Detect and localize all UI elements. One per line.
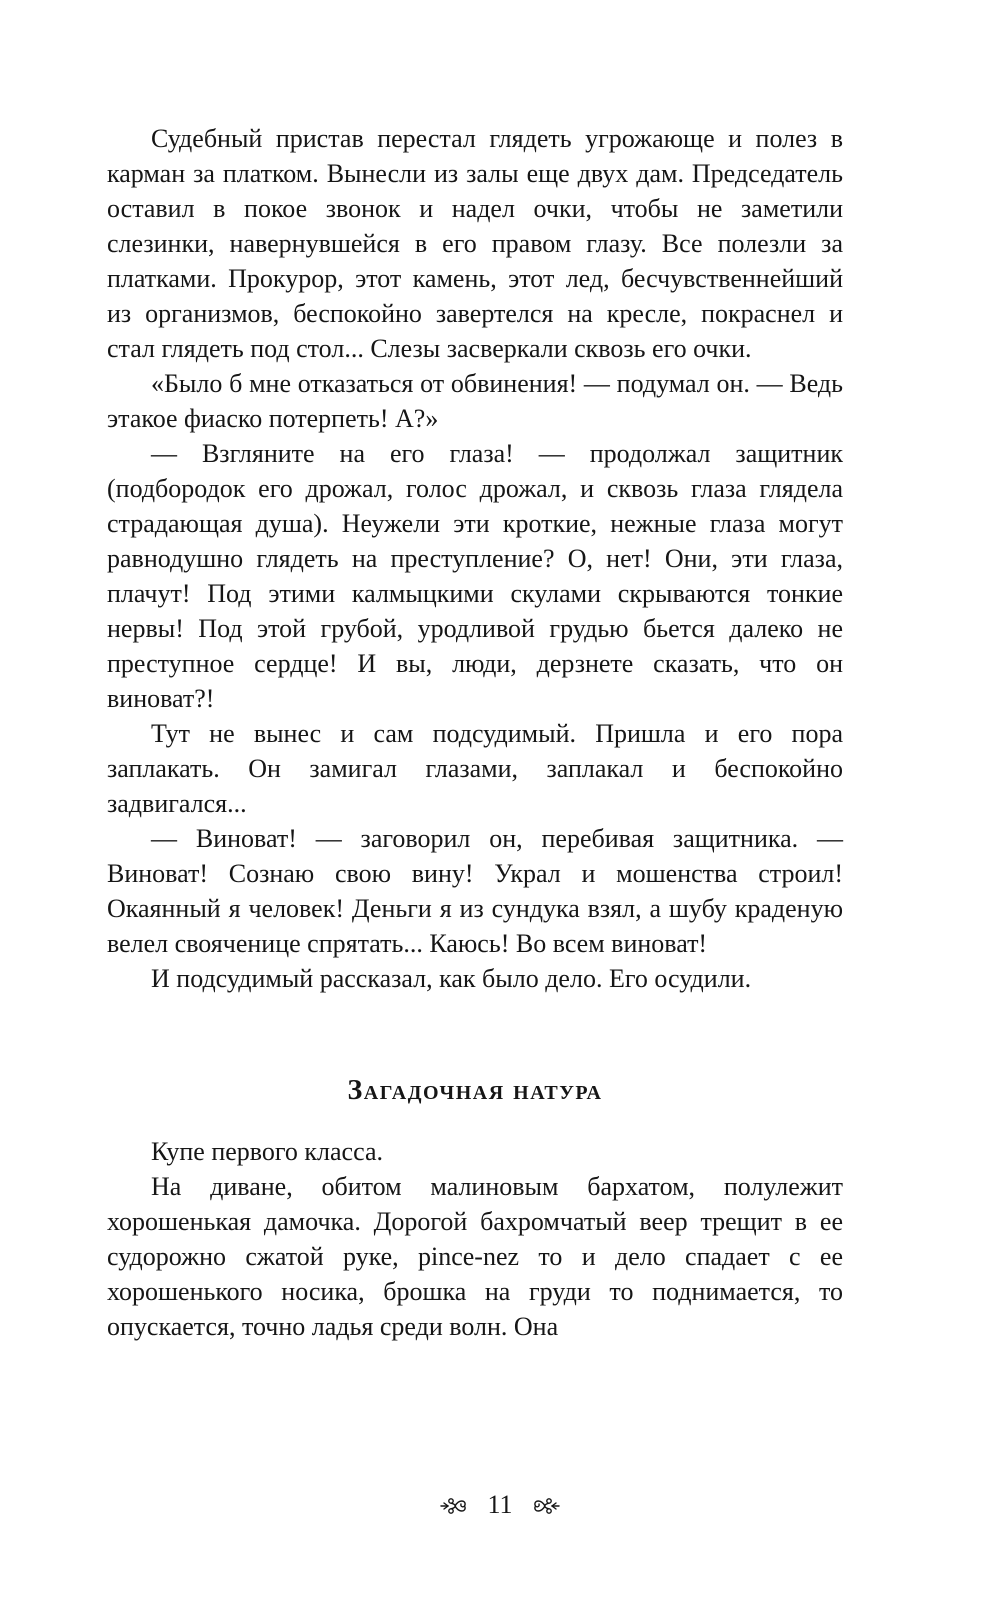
paragraph: «Было б мне отказаться от обвинения! — подумал он. — Ведь этакое фиаско потерпеть! А?» [107, 369, 843, 433]
book-page [107, 121, 843, 1344]
floral-ornament-icon [531, 1494, 561, 1516]
section-gap [107, 996, 843, 1073]
paragraph: Купе первого класса. [151, 1137, 383, 1166]
heading-spacer [107, 1108, 843, 1134]
page-footer [0, 1492, 1000, 1518]
story-heading: Загадочная натура [347, 1075, 603, 1106]
page-number: 11 [487, 1490, 513, 1519]
paragraph: Тут не вынес и сам подсудимый. Пришла и его пора заплакать. Он замигал глазами, заплакал и беспокойно задвигался... [107, 719, 843, 818]
paragraph: Судебный пристав перестал глядеть угрожающе и полез в карман за платком. Вынесли из залы еще двух дам. Председатель оставил в покое звонок и надел очки, чтобы не заметили слезинки, навернувшейся в его правом глазу. Все полезли за платками. Прокурор, этот камень, этот лед, бесчувственнейший из организмов, беспокойно завертелся на кресле, покраснел и стал глядеть под стол... Слезы засверкали сквозь его очки. [107, 124, 843, 363]
floral-ornament-icon [439, 1494, 469, 1516]
paragraph: На диване, обитом малиновым бархатом, полулежит хорошенькая дамочка. Дорогой бахромчатый веер трещит в ее судорожно сжатой руке, pince-nez то и дело спадает с ее хорошенького носика, брошка на груди то поднимается, то опускается, точно ладья среди волн. Она [107, 1172, 843, 1341]
paragraph: — Виноват! — заговорил он, перебивая защитника. — Виноват! Сознаю свою вину! Украл и мошенства строил! Окаянный я человек! Деньги я из сундука взял, а шубу краденую велел свояченице спрятать... Каюсь! Во всем виноват! [107, 824, 843, 958]
paragraph: И подсудимый рассказал, как было дело. Его осудили. [151, 964, 752, 993]
paragraph: — Взгляните на его глаза! — продолжал защитник (подбородок его дрожал, голос дрожал, и сквозь глаза глядела страдающая душа). Неужели эти кроткие, нежные глаза могут равнодушно глядеть на преступление? О, нет! Они, эти глаза, плачут! Под этими калмыцкими скулами скрываются тонкие нервы! Под этой грубой, уродливой грудью бьется далеко не преступное сердце! И вы, люди, дерзнете сказать, что он виноват?! [107, 439, 843, 713]
